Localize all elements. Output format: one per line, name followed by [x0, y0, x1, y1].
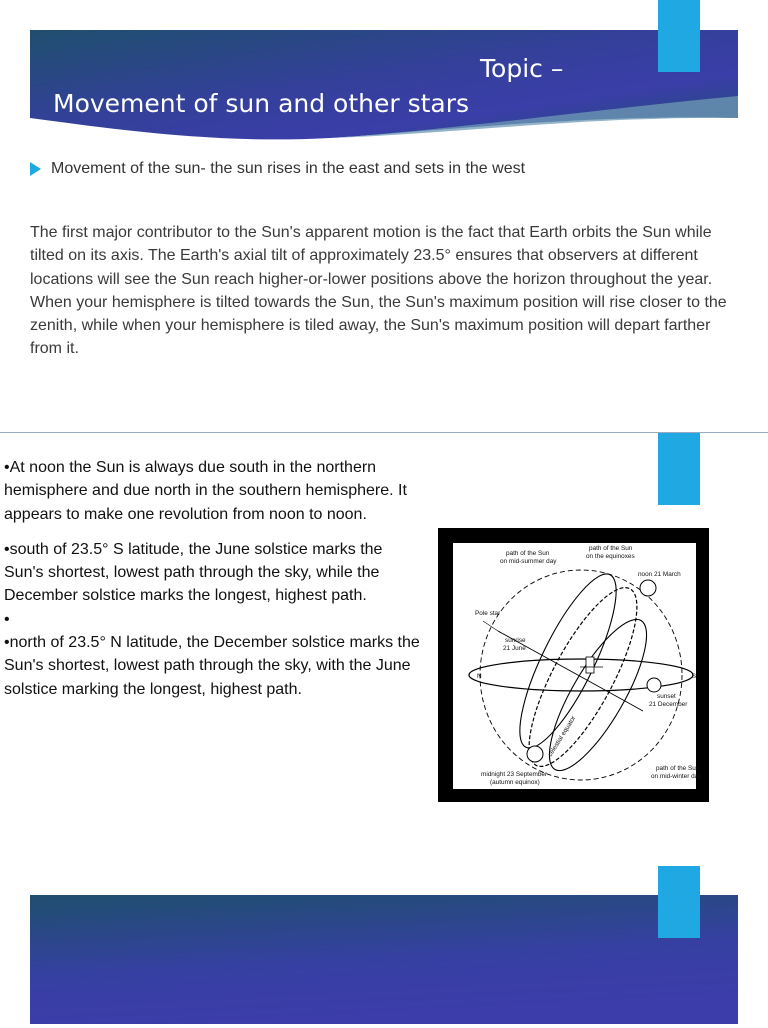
- accent-bar: [658, 0, 700, 72]
- pole-star-leader: [483, 621, 501, 633]
- label-midwinter-2: on mid-winter day: [651, 773, 702, 780]
- label-sunset-1: sunset: [657, 693, 676, 700]
- point-empty: •: [4, 610, 10, 628]
- sun-noon-march: [640, 580, 656, 596]
- point-south: •south of 23.5° S latitude, the June solstice marks the Sun's shortest, lowest path through the sky, while the December solstice marks the longest, highest path.: [4, 540, 383, 605]
- point-noon: •At noon the Sun is always due south in the northern hemisphere and due north in the southern hemisphere. It appears to make one revolution from noon to noon.: [4, 459, 407, 523]
- label-sunset-2: 21 December: [649, 701, 688, 708]
- body-paragraph: The first major contributor to the Sun's apparent motion is the fact that Earth orbits the Sun while tilted on its axis. The Earth's axial tilt of approximately 23.5° ensures that observers at different locations will see the Sun reach higher-or-lower positions above the horizon throughout the year. When your hemisphere is tilted towards the Sun, the Sun's maximum position will rise closer to the zenith, while when your hemisphere is tiled away, the Sun's maximum position will depart farther from it.: [30, 224, 727, 358]
- label-noon-march: noon 21 March: [638, 571, 681, 578]
- accent-bar: [658, 433, 700, 505]
- label-sunrise-2: 21 June: [503, 645, 526, 652]
- title-banner: [30, 30, 738, 142]
- label-south: S: [691, 673, 696, 680]
- sun-path-diagram: [438, 528, 709, 802]
- label-equinox-1: path of the Sun: [589, 545, 633, 552]
- label-pole-star: Pole star: [475, 610, 501, 617]
- accent-bar: [658, 866, 700, 938]
- bullet-arrow-icon: [30, 162, 41, 176]
- sun-sunset: [647, 678, 661, 692]
- label-midsummer-2: on mid-summer day: [500, 558, 557, 565]
- label-midwinter-1: path of the Sun: [656, 765, 700, 772]
- celestial-sphere: [480, 570, 682, 780]
- text-column: [4, 456, 424, 701]
- point-north: •north of 23.5° N latitude, the December solstice marks the Sun's shortest, lowest path through the sky, with the June solstice marking the longest, highest path.: [4, 634, 420, 698]
- label-equinox-2: on the equinoxes: [586, 553, 635, 560]
- label-midnight-2: (autumn equinox): [490, 779, 540, 786]
- label-sunrise-1: sunrise: [505, 637, 526, 644]
- bullet-text: Movement of the sun- the sun rises in the east and sets in the west: [51, 160, 526, 177]
- label-midsummer-1: path of the Sun: [506, 550, 550, 557]
- label-celestial-equator: celestial equator: [546, 714, 578, 759]
- next-slide-banner: [30, 895, 738, 1024]
- label-midnight-1: midnight 23 September: [481, 771, 548, 778]
- slide-title-line1: Topic –: [480, 54, 564, 83]
- slide-divider: [0, 432, 768, 433]
- label-north: N: [477, 673, 482, 680]
- sun-midnight: [527, 746, 543, 762]
- slide-title-line2: Movement of sun and other stars: [53, 89, 470, 118]
